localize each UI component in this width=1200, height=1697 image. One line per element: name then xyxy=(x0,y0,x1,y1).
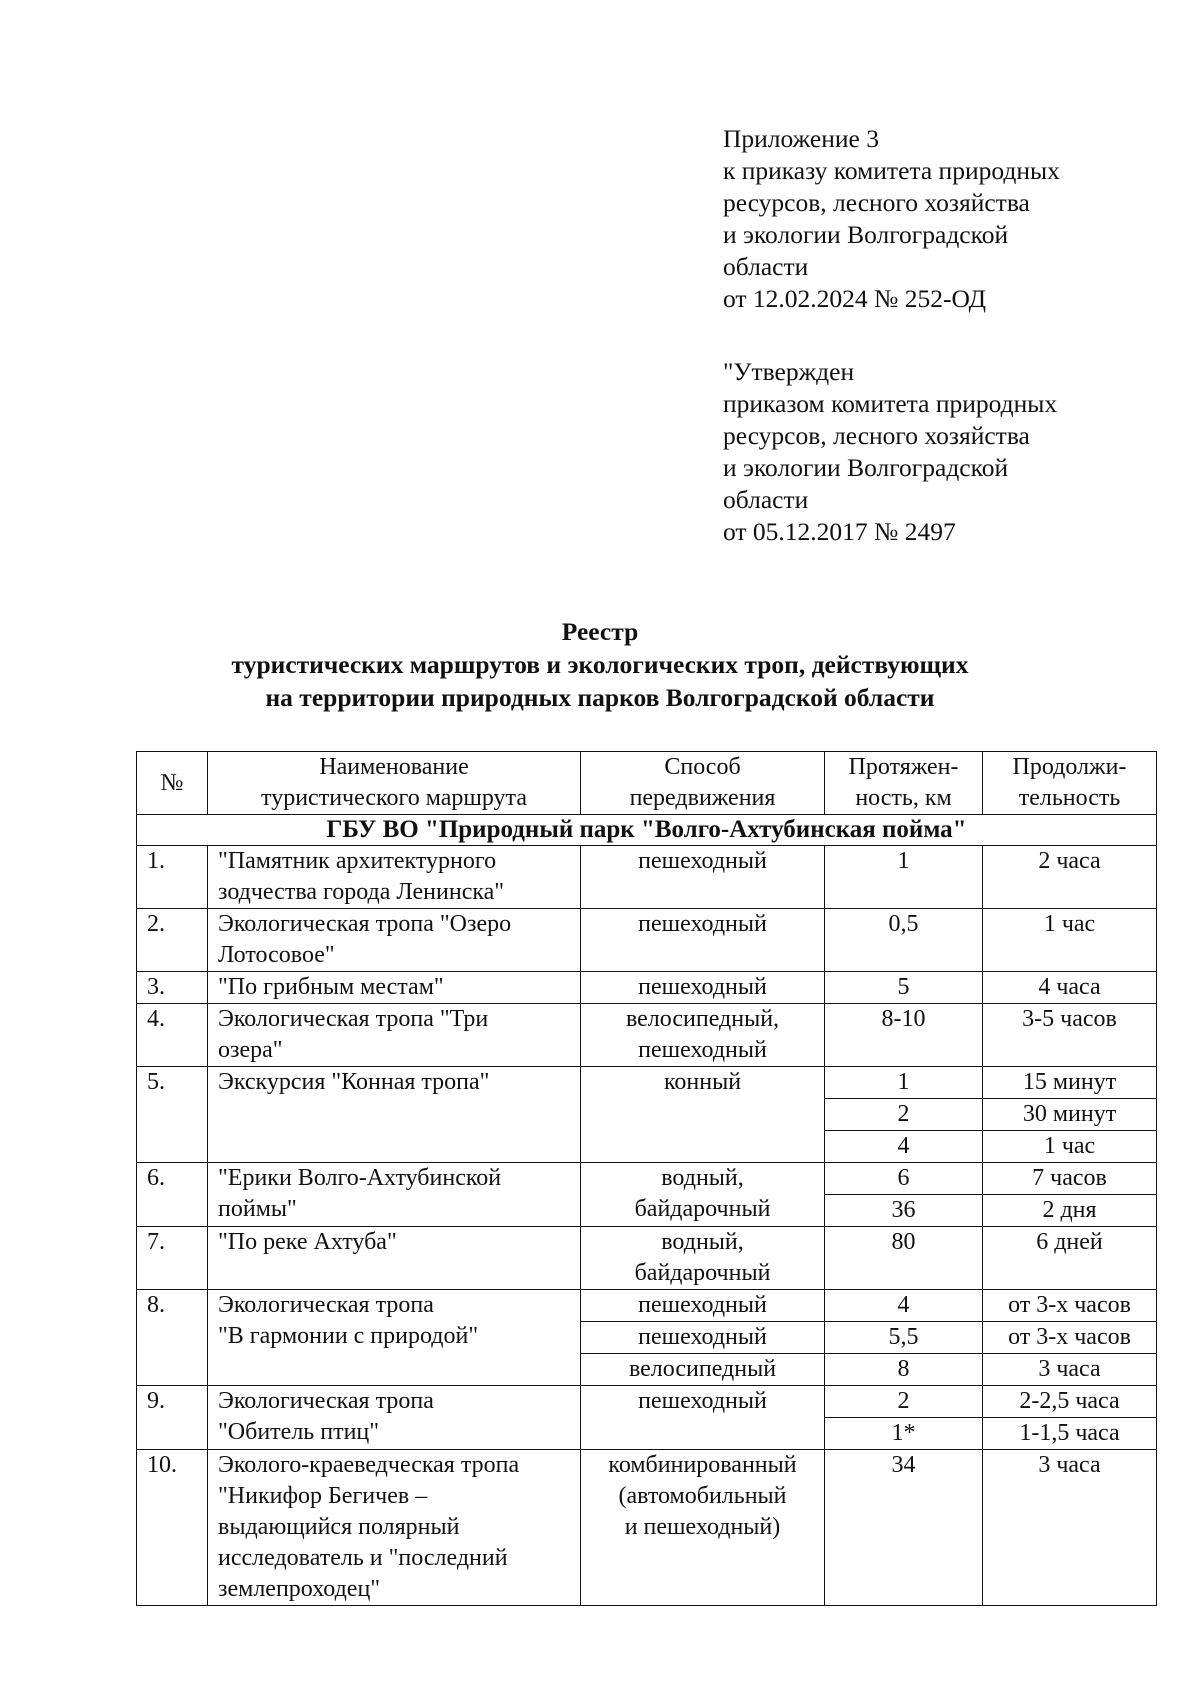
route-name-line: Экологическая тропа xyxy=(218,1292,434,1318)
cell-duration: 2 дня xyxy=(983,1195,1157,1227)
cell-travel-mode xyxy=(581,1067,825,1163)
appendix-header xyxy=(723,123,1163,315)
cell-number: 10. xyxy=(137,1450,208,1606)
cell-travel-mode xyxy=(581,846,825,909)
header-line: Протяжен- xyxy=(848,754,959,780)
travel-mode-line: водный, xyxy=(661,1165,744,1191)
header-line: Способ xyxy=(664,754,741,780)
route-name-line: Эколого-краеведческая тропа xyxy=(218,1452,520,1478)
cell-route-name xyxy=(208,1163,581,1227)
cell-duration: 30 минут xyxy=(983,1099,1157,1131)
cell-duration: 6 дней xyxy=(983,1227,1157,1290)
cell-duration: 1 час xyxy=(983,1131,1157,1163)
route-name-line: выдающийся полярный xyxy=(218,1514,460,1540)
cell-duration: 3-5 часов xyxy=(983,1004,1157,1067)
cell-route-name xyxy=(208,1227,581,1290)
travel-mode-line: комбинированный xyxy=(608,1452,797,1478)
route-name-line: "В гармонии с природой" xyxy=(218,1323,479,1349)
appendix-line: ресурсов, лесного хозяйства xyxy=(723,188,1030,217)
cell-duration: 3 часа xyxy=(983,1450,1157,1606)
table-row xyxy=(137,1290,1157,1322)
header-length xyxy=(825,752,983,815)
route-name-line: Лотосовое" xyxy=(218,942,335,968)
cell-duration: 4 часа xyxy=(983,972,1157,1004)
cell-route-name xyxy=(208,1004,581,1067)
route-name-line: "Никифор Бегичев – xyxy=(218,1483,428,1509)
route-name-line: землепроходец" xyxy=(218,1576,381,1602)
travel-mode-line: байдарочный xyxy=(634,1260,771,1286)
appendix-line: от 12.02.2024 № 252-ОД xyxy=(723,284,987,313)
section-title: ГБУ ВО "Природный парк "Волго-Ахтубинская пойма" xyxy=(137,815,1157,846)
cell-number: 7. xyxy=(137,1227,208,1290)
cell-duration: от 3-х часов xyxy=(983,1322,1157,1354)
table-row xyxy=(137,1163,1157,1195)
cell-duration: 15 минут xyxy=(983,1067,1157,1099)
table-row xyxy=(137,1227,1157,1290)
document-title xyxy=(0,615,1200,714)
route-name-line: Экологическая тропа xyxy=(218,1388,434,1414)
route-name-line: "По реке Ахтуба" xyxy=(218,1229,397,1255)
header-line: Продолжи- xyxy=(1012,754,1127,780)
cell-length: 1 xyxy=(825,1067,983,1099)
title-line: туристических маршрутов и экологических троп, действующих xyxy=(231,650,969,679)
cell-length: 1* xyxy=(825,1418,983,1450)
travel-mode-line: пешеходный xyxy=(638,974,767,1000)
cell-number: 5. xyxy=(137,1067,208,1163)
cell-number: 1. xyxy=(137,846,208,909)
cell-duration: 2-2,5 часа xyxy=(983,1386,1157,1418)
cell-route-name xyxy=(208,909,581,972)
appendix-line: и экологии Волгоградской xyxy=(723,220,1009,249)
travel-mode-line: пешеходный xyxy=(638,1037,767,1063)
cell-number: 8. xyxy=(137,1290,208,1386)
cell-number: 2. xyxy=(137,909,208,972)
travel-mode-line: байдарочный xyxy=(634,1196,771,1222)
cell-duration: от 3-х часов xyxy=(983,1290,1157,1322)
cell-length: 1 xyxy=(825,846,983,909)
header-line: № xyxy=(160,769,184,796)
cell-travel-mode xyxy=(581,972,825,1004)
appendix-line: Приложение 3 xyxy=(723,124,879,153)
cell-length: 36 xyxy=(825,1195,983,1227)
cell-number: 6. xyxy=(137,1163,208,1227)
cell-duration: 3 часа xyxy=(983,1354,1157,1386)
travel-mode-line: водный, xyxy=(661,1229,744,1255)
header-number xyxy=(137,752,208,815)
travel-mode-line: пешеходный xyxy=(638,911,767,937)
table-body xyxy=(137,815,1157,1606)
approved-line: ресурсов, лесного хозяйства xyxy=(723,421,1030,450)
cell-route-name xyxy=(208,1067,581,1163)
cell-travel-mode xyxy=(581,1163,825,1227)
title-line: Реестр xyxy=(561,617,639,646)
route-name-line: "Ерики Волго-Ахтубинской xyxy=(218,1165,502,1191)
cell-route-name xyxy=(208,1386,581,1450)
table-header-row xyxy=(137,752,1157,815)
cell-travel-mode xyxy=(581,1227,825,1290)
approved-line: "Утвержден xyxy=(723,357,855,386)
table-row xyxy=(137,1386,1157,1418)
cell-duration: 1-1,5 часа xyxy=(983,1418,1157,1450)
travel-mode-line: велосипедный, xyxy=(625,1006,780,1032)
cell-length: 5 xyxy=(825,972,983,1004)
section-row xyxy=(137,815,1157,846)
appendix-line: к приказу комитета природных xyxy=(723,156,1060,185)
cell-length: 8-10 xyxy=(825,1004,983,1067)
route-name-line: исследователь и "последний xyxy=(218,1545,508,1571)
table-row xyxy=(137,1004,1157,1067)
header-route-name xyxy=(208,752,581,815)
cell-route-name xyxy=(208,846,581,909)
header-line: Наименование xyxy=(319,754,469,780)
routes-register-table xyxy=(136,751,1157,1606)
approved-line: и экологии Волгоградской xyxy=(723,453,1009,482)
travel-mode-line: и пешеходный) xyxy=(624,1514,781,1540)
route-name-line: Экскурсия "Конная тропа" xyxy=(218,1069,490,1095)
header-line: передвижения xyxy=(629,785,776,811)
cell-duration: 7 часов xyxy=(983,1163,1157,1195)
route-name-line: "Памятник архитектурного xyxy=(218,848,497,874)
cell-length: 80 xyxy=(825,1227,983,1290)
cell-length: 34 xyxy=(825,1450,983,1606)
cell-length: 0,5 xyxy=(825,909,983,972)
cell-length: 4 xyxy=(825,1290,983,1322)
cell-travel-mode xyxy=(581,909,825,972)
route-name-line: зодчества города Ленинска" xyxy=(218,879,505,905)
route-name-line: озера" xyxy=(218,1037,283,1063)
cell-travel-mode xyxy=(581,1004,825,1067)
cell-travel-mode: пешеходный xyxy=(581,1290,825,1322)
approved-line: от 05.12.2017 № 2497 xyxy=(723,517,956,546)
header-duration xyxy=(983,752,1157,815)
cell-duration: 2 часа xyxy=(983,846,1157,909)
route-name-line: "По грибным местам" xyxy=(218,974,444,1000)
table-row xyxy=(137,1450,1157,1606)
cell-number: 3. xyxy=(137,972,208,1004)
approved-line: области xyxy=(723,485,809,514)
cell-length: 8 xyxy=(825,1354,983,1386)
route-name-line: "Обитель птиц" xyxy=(218,1419,380,1445)
approval-stamp-text xyxy=(723,356,1163,548)
header-travel-mode xyxy=(581,752,825,815)
table-row xyxy=(137,909,1157,972)
table-row xyxy=(137,1067,1157,1099)
cell-travel-mode xyxy=(581,1450,825,1606)
route-name-line: Экологическая тропа "Три xyxy=(218,1006,489,1032)
travel-mode-line: конный xyxy=(663,1069,742,1095)
travel-mode-line: пешеходный xyxy=(638,848,767,874)
cell-route-name xyxy=(208,1290,581,1386)
header-line: ность, км xyxy=(855,785,952,811)
travel-mode-line: (автомобильный xyxy=(618,1483,787,1509)
cell-number: 9. xyxy=(137,1386,208,1450)
table-row xyxy=(137,846,1157,909)
cell-travel-mode: велосипедный xyxy=(581,1354,825,1386)
cell-length: 2 xyxy=(825,1099,983,1131)
cell-duration: 1 час xyxy=(983,909,1157,972)
cell-length: 4 xyxy=(825,1131,983,1163)
cell-route-name xyxy=(208,1450,581,1606)
cell-number: 4. xyxy=(137,1004,208,1067)
route-name-line: поймы" xyxy=(218,1196,297,1222)
table-row xyxy=(137,972,1157,1004)
approved-line: приказом комитета природных xyxy=(723,389,1058,418)
appendix-line: области xyxy=(723,252,809,281)
header-line: туристического маршрута xyxy=(261,785,527,811)
cell-travel-mode: пешеходный xyxy=(581,1322,825,1354)
travel-mode-line: пешеходный xyxy=(638,1388,767,1414)
cell-route-name xyxy=(208,972,581,1004)
route-name-line: Экологическая тропа "Озеро xyxy=(218,911,512,937)
header-line: тельность xyxy=(1018,785,1121,811)
cell-length: 5,5 xyxy=(825,1322,983,1354)
cell-length: 2 xyxy=(825,1386,983,1418)
title-line: на территории природных парков Волгоградской области xyxy=(265,683,935,712)
cell-length: 6 xyxy=(825,1163,983,1195)
cell-travel-mode xyxy=(581,1386,825,1450)
